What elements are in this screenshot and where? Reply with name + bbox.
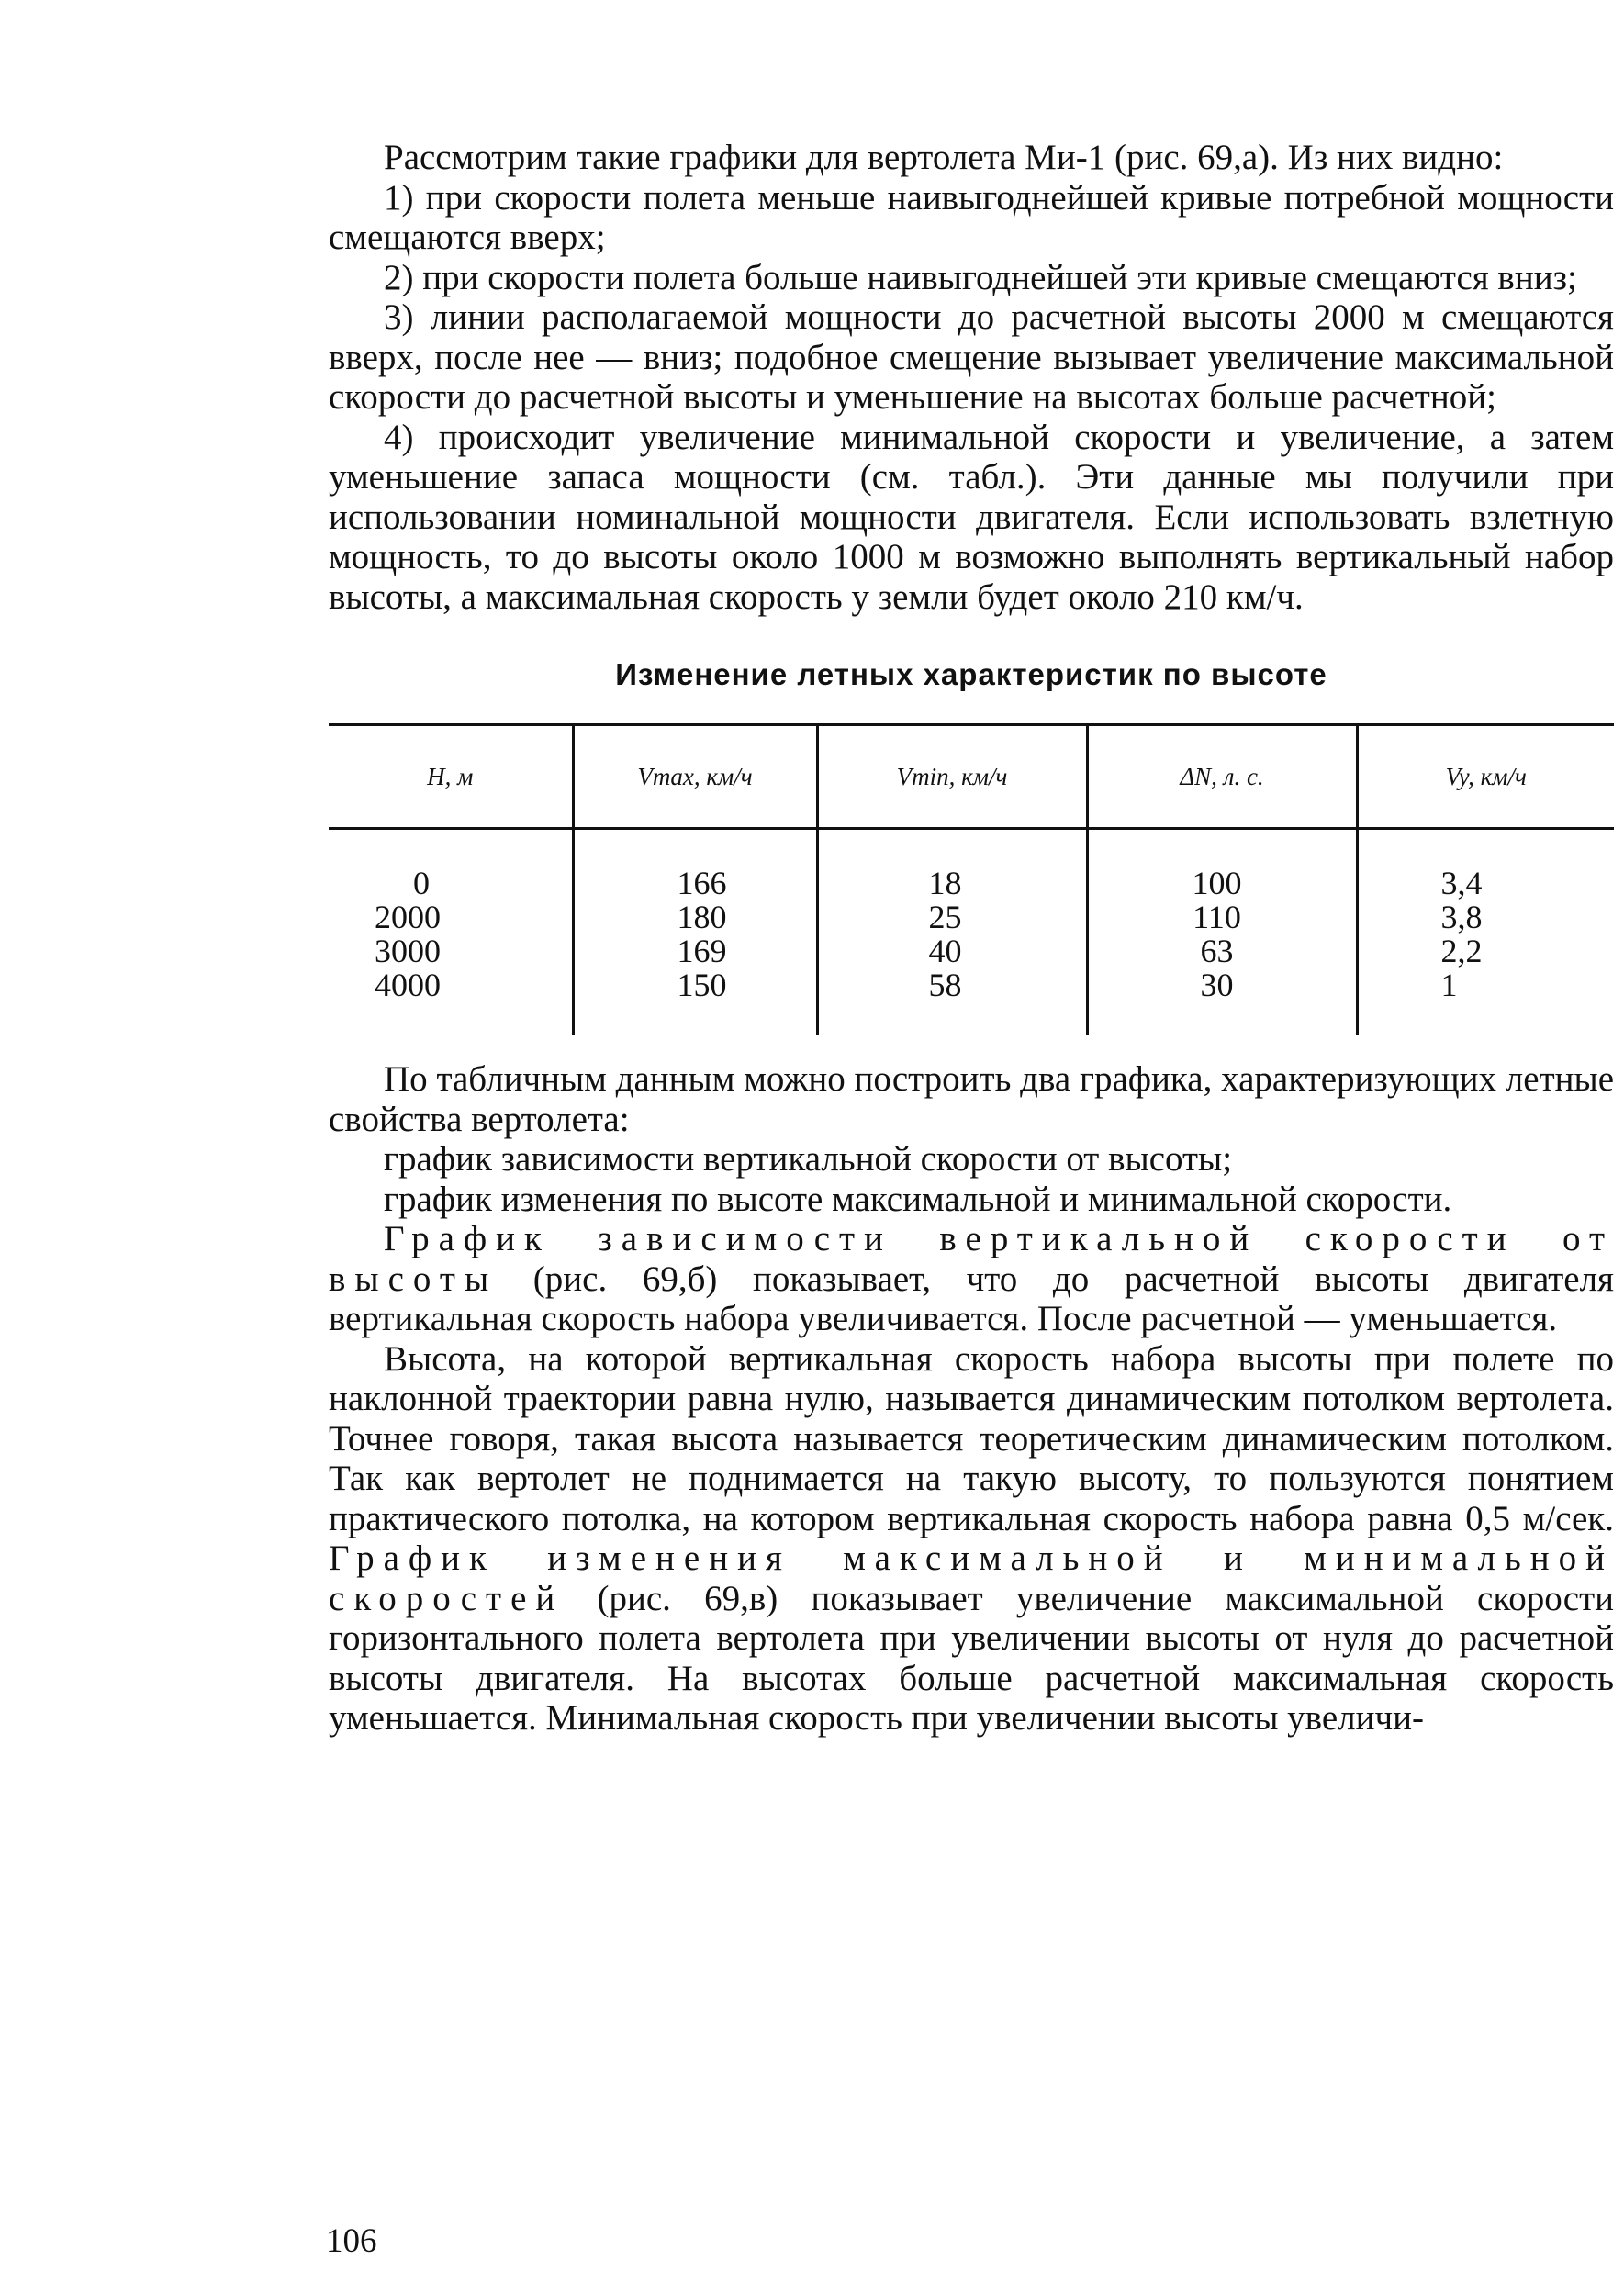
table-title: Изменение летных характеристик по высоте (615, 657, 1327, 691)
data-table (329, 723, 1614, 1035)
column-vmax (573, 829, 817, 1036)
cell: 63 (1200, 933, 1234, 969)
cell: 0 (413, 865, 430, 901)
cell: 100 (1192, 865, 1242, 901)
cell: 1 (1440, 967, 1458, 1003)
header-vy: Vy, км/ч (1357, 725, 1614, 829)
paragraph-ceiling (329, 1339, 1614, 1739)
cell: 58 (928, 967, 962, 1003)
list-item-4: 4) происходит увеличение минимальной скорости и увеличение, а затем уменьшение запаса мощности (см. табл.). Эти данные мы получили при использовании номинальной мощности двигателя. Если использовать взлетную мощность, то до высоты около 1000 м возможно выполнять вертикальный набор высоты, а максимальная скорость у земли будет около 210 км/ч. (329, 417, 1614, 617)
paragraph-text: (рис. 69,б) показывает, что до расчетной высоты двигателя вертикальная скорость набора увеличивается. После расчетной — уменьшается. (329, 1258, 1614, 1338)
paragraph-intro: Рассмотрим такие графики для вертолета Ми-1 (рис. 69,а). Из них видно: (384, 138, 1504, 177)
page-body (329, 138, 1614, 1739)
cell: 180 (677, 899, 727, 935)
column-vy (1357, 829, 1614, 1036)
spaced-term: График зависимости вертикальной скорости от высоты (329, 1219, 1614, 1299)
table-row (329, 829, 1614, 1036)
header-vmin: Vmin, км/ч (817, 725, 1087, 829)
cell: 18 (928, 865, 962, 901)
cell: 2000 (375, 899, 441, 935)
column-altitude (329, 829, 573, 1036)
text-after-table (329, 1059, 1614, 1739)
page-number: 106 (326, 2222, 377, 2260)
column-power-reserve (1087, 829, 1357, 1036)
cell: 4000 (375, 967, 441, 1003)
spaced-term: График изменения максимальной и минимальной скоростей (329, 1538, 1614, 1618)
list-item-2: 2) при скорости полета больше наивыгоднейшей эти кривые смещаются вниз; (384, 257, 1577, 297)
cell: 3,4 (1440, 865, 1483, 901)
cell: 30 (1200, 967, 1234, 1003)
header-vmax: Vmax, км/ч (573, 725, 817, 829)
header-altitude: H, м (329, 725, 573, 829)
list-item-1: 1) при скорости полета меньше наивыгоднейшей кривые потребной мощности смещаются вверх; (329, 177, 1614, 257)
paragraph-text: Высота, на которой вертикальная скорость набора высоты при полете по наклонной траектории равна нулю, называется динамическим потолком вертолета. Точнее говоря, такая высота называется теоретическим динамическим потолком. Так как вертолет не поднимается на такую высоту, то пользуются понятием практического потолка, на котором вертикальная скорость набора равна 0,5 м/сек. (329, 1338, 1614, 1538)
column-vmin (817, 829, 1087, 1036)
cell: 110 (1193, 899, 1241, 935)
cell: 169 (677, 933, 727, 969)
table-header-row (329, 725, 1614, 829)
cell: 40 (928, 933, 962, 969)
paragraph-text: (рис. 69,в) показывает увеличение максимальной скорости горизонтального полета вертолета при увеличении высоты от нуля до расчетной высоты двигателя. На высотах больше расчетной максимальная скорость уменьшается. Минимальная скорость при увеличении высоты увеличи- (329, 1578, 1614, 1738)
cell: 150 (677, 967, 727, 1003)
cell: 3,8 (1440, 899, 1483, 935)
header-power-reserve: ΔN, л. с. (1087, 725, 1357, 829)
cell: 2,2 (1440, 933, 1483, 969)
cell: 166 (677, 865, 727, 901)
cell: 25 (928, 899, 962, 935)
cell: 3000 (375, 933, 441, 969)
paragraph-graph-1: график зависимости вертикальной скорости от высоты; (384, 1139, 1233, 1179)
paragraph-graphs-intro: По табличным данным можно построить два графика, характеризующих летные свойства вертолета: (329, 1059, 1614, 1139)
list-item-3: 3) линии располагаемой мощности до расчетной высоты 2000 м смещаются вверх, после нее — вниз; подобное смещение вызывает увеличение максимальной скорости до расчетной высоты и уменьшение на высотах больше расчетной; (329, 297, 1614, 417)
paragraph-vertical-speed (329, 1219, 1614, 1339)
paragraph-graph-2: график изменения по высоте максимальной и минимальной скорости. (384, 1179, 1452, 1219)
